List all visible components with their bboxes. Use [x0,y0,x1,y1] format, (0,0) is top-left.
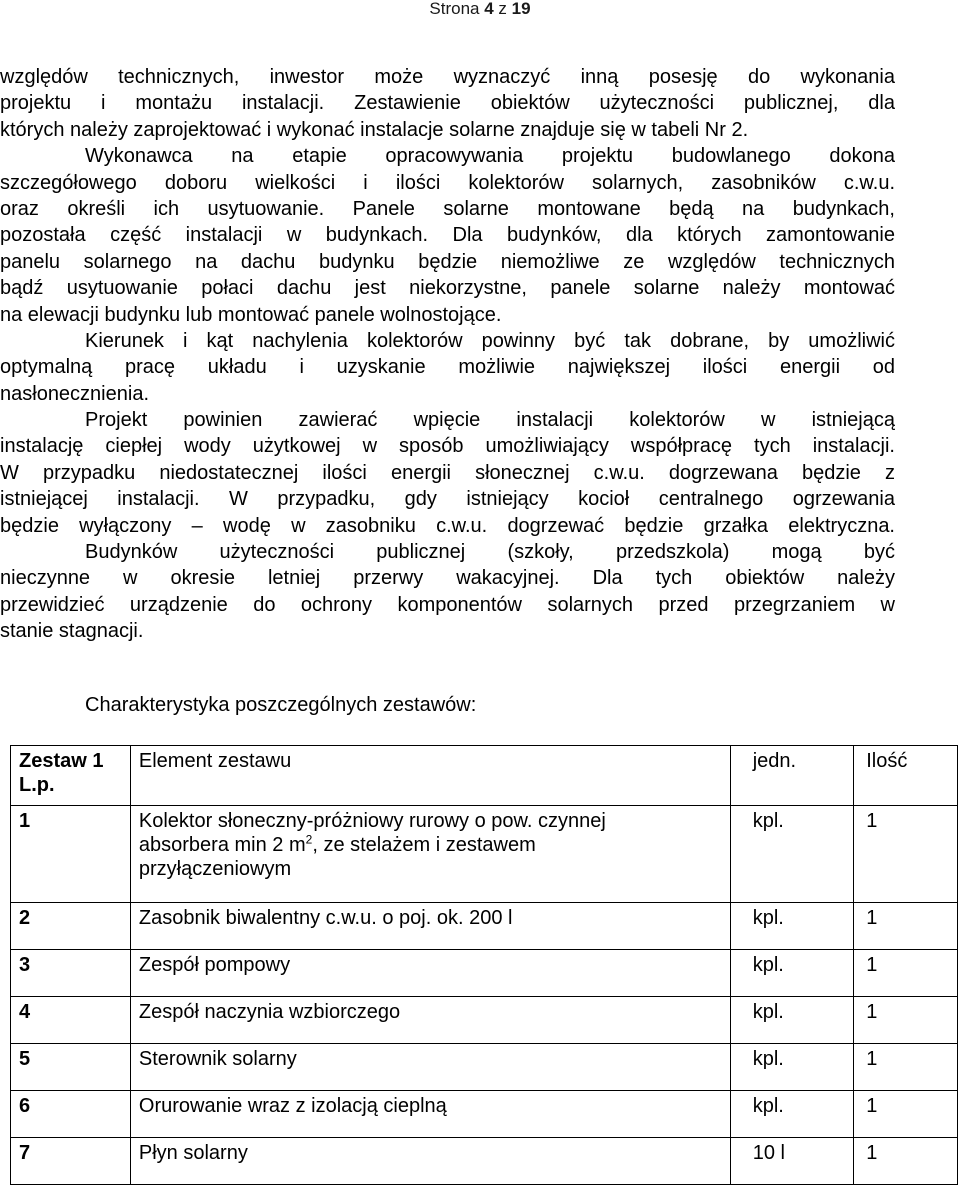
set-components-table [10,745,958,1185]
text-line-content: Wykonawca na etapie opracowywania projektu budowlanego dokona [85,145,895,168]
row-lp: 6 [11,1091,131,1138]
row-qty: 1 [854,1091,958,1138]
text-line-content: pozostała część instalacji w budynkach. Dla budynków, dla których zamontowanie [0,224,895,247]
superscript: 2 [305,832,313,847]
text-line [0,170,895,196]
text-line-content: projektu i montażu instalacji. Zestawienie obiektów użyteczności publicznej, dla [0,92,895,115]
element-line: przyłączeniowym [138,858,292,880]
row-unit: kpl. [730,806,854,903]
page-total: 19 [511,0,531,18]
text-line [0,433,895,459]
element-line: , ze stelażem i zestawem [312,834,536,856]
text-line [0,407,895,433]
text-line-content: nieczynne w okresie letniej przerwy wakacyjnej. Dla tych obiektów należy [0,567,895,590]
table-row [11,903,958,950]
row-lp: 1 [11,806,131,903]
text-line-content: istniejącej instalacji. W przypadku, gdy istniejący kocioł centralnego ogrzewania [0,488,895,511]
row-lp: 3 [11,950,131,997]
page-header [0,0,960,17]
text-line [0,381,895,407]
text-line [0,249,895,275]
body-text [0,64,895,645]
text-line-content: Budynków użyteczności publicznej (szkoły, przedszkola) mogą być [85,541,895,564]
table-row [11,950,958,997]
row-qty: 1 [854,1044,958,1091]
header-unit-cell: jedn. [730,746,854,806]
row-unit: kpl. [730,997,854,1044]
text-line-content: względów technicznych, inwestor może wyznaczyć inną posesję do wykonania [0,66,895,88]
header-set-cell [11,746,131,806]
row-unit: kpl. [730,1044,854,1091]
page-label: Strona [429,0,485,18]
text-line [0,539,895,565]
row-qty: 1 [854,997,958,1044]
row-lp: 5 [11,1044,131,1091]
element-line: absorbera min 2 m [138,834,306,856]
text-line-content: stanie stagnacji. [0,620,144,643]
row-qty: 1 [854,1138,958,1185]
text-line-content: których należy zaprojektować i wykonać instalacje solarne znajduje się w tabeli Nr 2. [0,118,749,141]
row-qty: 1 [854,950,958,997]
text-line [0,275,895,301]
row-unit: kpl. [730,1091,854,1138]
page-number: 4 [484,0,494,18]
table-row [11,997,958,1044]
row-qty: 1 [854,903,958,950]
row-element: Zespół naczynia wzbiorczego [130,997,730,1044]
row-qty: 1 [854,806,958,903]
text-line [0,196,895,222]
text-line-content: instalację ciepłej wody użytkowej w sposób umożliwiający współpracę tych instalacji. [0,435,895,458]
table-caption: Charakterystyka poszczególnych zestawów: [85,694,477,716]
row-lp: 2 [11,903,131,950]
text-line [0,302,895,328]
text-line [0,513,895,539]
row-element [130,806,730,903]
row-element: Zespół pompowy [130,950,730,997]
text-line-content: bądź usytuowanie połaci dachu jest niekorzystne, panele solarne należy montować [0,277,895,300]
text-line [0,354,895,380]
text-line [0,222,895,248]
text-line [0,117,895,143]
row-unit: kpl. [730,950,854,997]
text-line-content: panelu solarnego na dachu budynku będzie niemożliwe ze względów technicznych [0,250,895,273]
element-line: Kolektor słoneczny-próżniowy rurowy o pow. czynnej [138,810,606,832]
row-element: Płyn solarny [130,1138,730,1185]
text-line [0,486,895,512]
text-line-content: optymalną pracę układu i uzyskanie możliwie największej ilości energii od [0,356,895,379]
row-lp: 4 [11,997,131,1044]
header-qty-cell: Ilość [854,746,958,806]
text-line [0,143,895,169]
table-header-row [11,746,958,806]
row-unit: 10 l [730,1138,854,1185]
text-line [0,90,895,116]
text-line-content: na elewacji budynku lub montować panele wolnostojące. [0,303,502,326]
set-label: Zestaw 1 [19,750,104,772]
text-line [0,64,895,90]
row-element: Sterownik solarny [130,1044,730,1091]
text-line-content: nasłonecznienia. [0,382,149,405]
text-line-content: Projekt powinien zawierać wpięcie instalacji kolektorów w istniejącą [85,409,895,432]
table-row [11,806,958,903]
table-row [11,1044,958,1091]
text-line [0,592,895,618]
text-line [0,460,895,486]
text-line-content: Kierunek i kąt nachylenia kolektorów powinny być tak dobrane, by umożliwić [85,329,895,352]
table-row [11,1091,958,1138]
row-lp: 7 [11,1138,131,1185]
row-element: Zasobnik biwalentny c.w.u. o poj. ok. 200 l [130,903,730,950]
row-unit: kpl. [730,903,854,950]
lp-label: L.p. [19,774,55,796]
text-line [0,565,895,591]
text-line [0,618,895,644]
text-line-content: W przypadku niedostatecznej ilości energii słonecznej c.w.u. dogrzewana będzie z [0,461,895,484]
row-element: Orurowanie wraz z izolacją cieplną [130,1091,730,1138]
header-element-cell: Element zestawu [130,746,730,806]
text-line-content: szczegółowego doboru wielkości i ilości kolektorów solarnych, zasobników c.w.u. [0,171,895,194]
text-line [0,328,895,354]
text-line-content: przewidzieć urządzenie do ochrony komponentów solarnych przed przegrzaniem w [0,593,895,616]
text-line-content: oraz określi ich usytuowanie. Panele solarne montowane będą na budynkach, [0,197,895,220]
text-line-content: będzie wyłączony – wodę w zasobniku c.w.u. dogrzewać będzie grzałka elektryczna. [0,514,895,537]
table-row [11,1138,958,1185]
page-separator: z [493,0,512,18]
